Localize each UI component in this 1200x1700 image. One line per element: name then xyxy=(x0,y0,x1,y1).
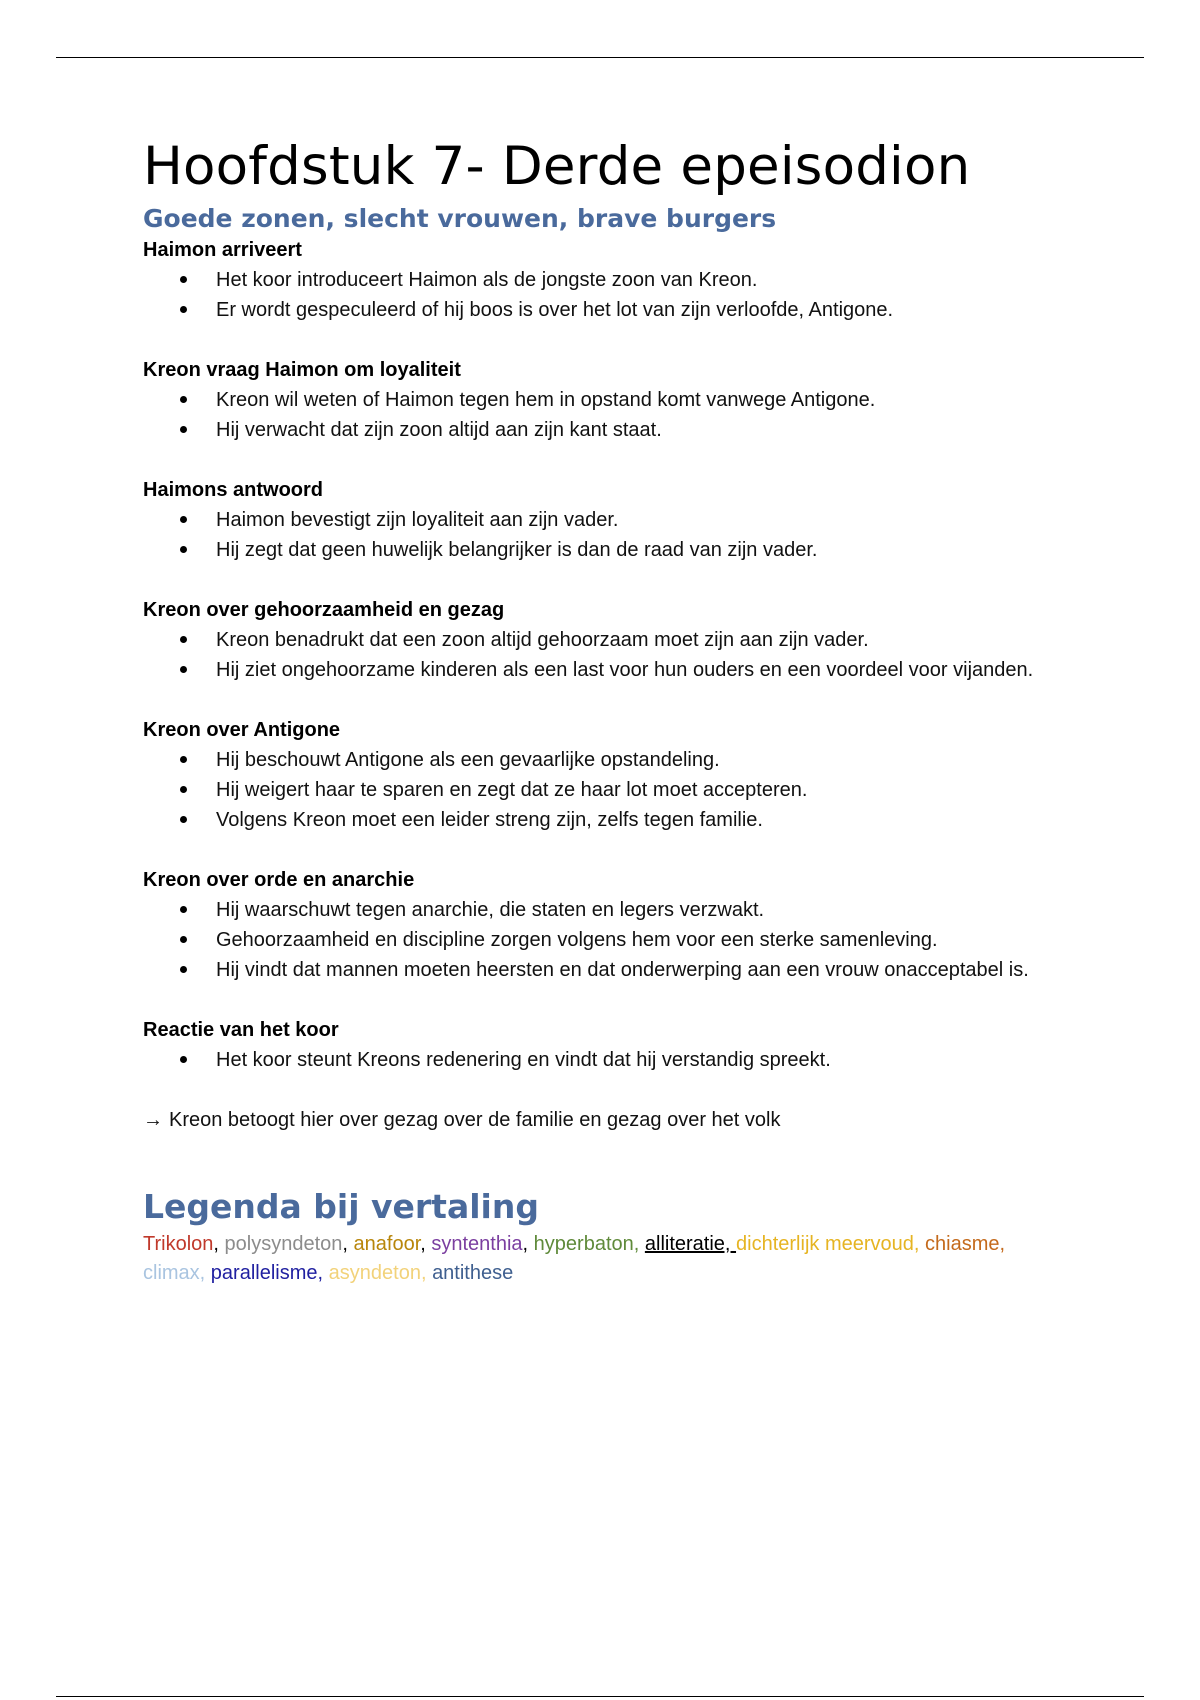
bullet-icon xyxy=(180,816,187,823)
document-subtitle: Goede zonen, slecht vrouwen, brave burgers xyxy=(143,204,777,233)
bullet-item xyxy=(143,535,1043,565)
bullet-icon xyxy=(180,306,187,313)
bullet-item xyxy=(143,655,1043,685)
bullet-text: Gehoorzaamheid en discipline zorgen volgens hem voor een sterke samenleving. xyxy=(216,928,938,951)
section xyxy=(143,475,1043,595)
bullet-item xyxy=(143,775,1043,805)
section xyxy=(143,235,1043,355)
header-rule xyxy=(56,57,1144,58)
section-heading: Kreon over orde en anarchie xyxy=(143,868,415,891)
document-body xyxy=(143,136,1043,1288)
section xyxy=(143,355,1043,475)
bullet-item xyxy=(143,955,1043,985)
legend-separator: , xyxy=(633,1233,645,1256)
legend-term: antithese xyxy=(432,1262,514,1285)
arrow-icon: → xyxy=(143,1108,163,1131)
bullet-list xyxy=(143,895,1043,985)
bullet-text: Het koor introduceert Haimon als de jongste zoon van Kreon. xyxy=(216,268,758,291)
legend-term: dichterlijk meervoud, xyxy=(736,1233,920,1256)
bullet-icon xyxy=(180,396,187,403)
bullet-item xyxy=(143,1045,1043,1075)
bullet-icon xyxy=(180,666,187,673)
bullet-icon xyxy=(180,756,187,763)
bullet-text: Er wordt gespeculeerd of hij boos is over het lot van zijn verloofde, Antigone. xyxy=(216,298,894,321)
section-heading: Haimons antwoord xyxy=(143,478,324,501)
bullet-text: Hij ziet ongehoorzame kinderen als een last voor hun ouders en een voordeel voor vijanden. xyxy=(216,658,1034,681)
bullet-list xyxy=(143,265,1043,325)
document-title: Hoofdstuk 7- Derde epeisodion xyxy=(143,136,971,197)
section-heading: Kreon over gehoorzaamheid en gezag xyxy=(143,598,505,621)
legend-separator: , xyxy=(420,1233,432,1256)
bullet-list xyxy=(143,745,1043,835)
legend-separator: , xyxy=(522,1233,534,1256)
legend-term: parallelisme xyxy=(210,1262,318,1285)
legend-terms xyxy=(143,1230,1043,1288)
legend-term: asyndeton xyxy=(328,1262,421,1285)
bullet-text: Hij vindt dat mannen moeten heersten en dat onderwerping aan een vrouw onacceptabel is. xyxy=(216,958,1029,981)
section xyxy=(143,715,1043,865)
legend-term: alliteratie, xyxy=(644,1233,737,1256)
bullet-text: Kreon benadrukt dat een zoon altijd gehoorzaam moet zijn aan zijn vader. xyxy=(216,628,869,651)
bullet-list xyxy=(143,625,1043,685)
bullet-item xyxy=(143,625,1043,655)
bullet-icon xyxy=(180,546,187,553)
bullet-item xyxy=(143,295,1043,325)
legend-term: chiasme xyxy=(925,1233,1000,1256)
section-heading: Kreon over Antigone xyxy=(143,718,341,741)
section-spacer xyxy=(143,565,1043,595)
bullet-icon xyxy=(180,636,187,643)
conclusion-line xyxy=(143,1105,1043,1135)
bullet-icon xyxy=(180,786,187,793)
bullet-icon xyxy=(180,516,187,523)
section-heading: Kreon vraag Haimon om loyaliteit xyxy=(143,358,461,381)
bullet-text: Hij beschouwt Antigone als een gevaarlijke opstandeling. xyxy=(216,748,720,771)
section-spacer xyxy=(143,445,1043,475)
section-spacer xyxy=(143,325,1043,355)
bullet-text: Het koor steunt Kreons redenering en vindt dat hij verstandig spreekt. xyxy=(216,1048,831,1071)
bullet-icon xyxy=(180,906,187,913)
bullet-list xyxy=(143,505,1043,565)
bullet-text: Kreon wil weten of Haimon tegen hem in opstand komt vanwege Antigone. xyxy=(216,388,876,411)
bullet-text: Hij verwacht dat zijn zoon altijd aan zijn kant staat. xyxy=(216,418,662,441)
bullet-text: Volgens Kreon moet een leider streng zijn, zelfs tegen familie. xyxy=(216,808,763,831)
section-spacer xyxy=(143,835,1043,865)
footer-rule xyxy=(56,1696,1144,1697)
bullet-list xyxy=(143,1045,1043,1075)
section xyxy=(143,865,1043,1015)
bullet-item xyxy=(143,745,1043,775)
bullet-text: Hij waarschuwt tegen anarchie, die staten en legers verzwakt. xyxy=(216,898,765,921)
section xyxy=(143,1015,1043,1105)
legend-term: polysyndeton xyxy=(224,1233,343,1256)
bullet-item xyxy=(143,385,1043,415)
legend-separator: , xyxy=(213,1233,225,1256)
sections-container xyxy=(143,235,1043,1105)
legend-term: hyperbaton xyxy=(533,1233,634,1256)
bullet-icon xyxy=(180,276,187,283)
bullet-icon xyxy=(180,966,187,973)
legend-separator: , xyxy=(317,1262,329,1285)
legend-term: anafoor xyxy=(353,1233,421,1256)
bullet-text: Hij weigert haar te sparen en zegt dat ze haar lot moet accepteren. xyxy=(216,778,808,801)
legend-separator: , xyxy=(999,1233,1006,1256)
legend-term: Trikolon xyxy=(143,1233,214,1256)
legend-term: syntenthia xyxy=(431,1233,523,1256)
section-spacer xyxy=(143,685,1043,715)
legend-separator: , xyxy=(420,1262,433,1285)
section-heading: Reactie van het koor xyxy=(143,1018,339,1041)
bullet-icon xyxy=(180,426,187,433)
bullet-item xyxy=(143,895,1043,925)
section xyxy=(143,595,1043,715)
bullet-icon xyxy=(180,1056,187,1063)
bullet-item xyxy=(143,805,1043,835)
bullet-list xyxy=(143,385,1043,445)
bullet-icon xyxy=(180,936,187,943)
legend-separator: , xyxy=(342,1233,354,1256)
legend-title: Legenda bij vertaling xyxy=(143,1186,539,1226)
bullet-item xyxy=(143,415,1043,445)
legend-term: climax xyxy=(143,1262,200,1285)
bullet-item xyxy=(143,265,1043,295)
bullet-text: Hij zegt dat geen huwelijk belangrijker is dan de raad van zijn vader. xyxy=(216,538,818,561)
conclusion-text: Kreon betoogt hier over gezag over de familie en gezag over het volk xyxy=(169,1108,781,1131)
legend-separator: , xyxy=(199,1262,211,1285)
bullet-text: Haimon bevestigt zijn loyaliteit aan zijn vader. xyxy=(216,508,619,531)
section-spacer xyxy=(143,985,1043,1015)
bullet-item xyxy=(143,505,1043,535)
bullet-item xyxy=(143,925,1043,955)
section-spacer xyxy=(143,1075,1043,1105)
section-heading: Haimon arriveert xyxy=(143,238,302,261)
